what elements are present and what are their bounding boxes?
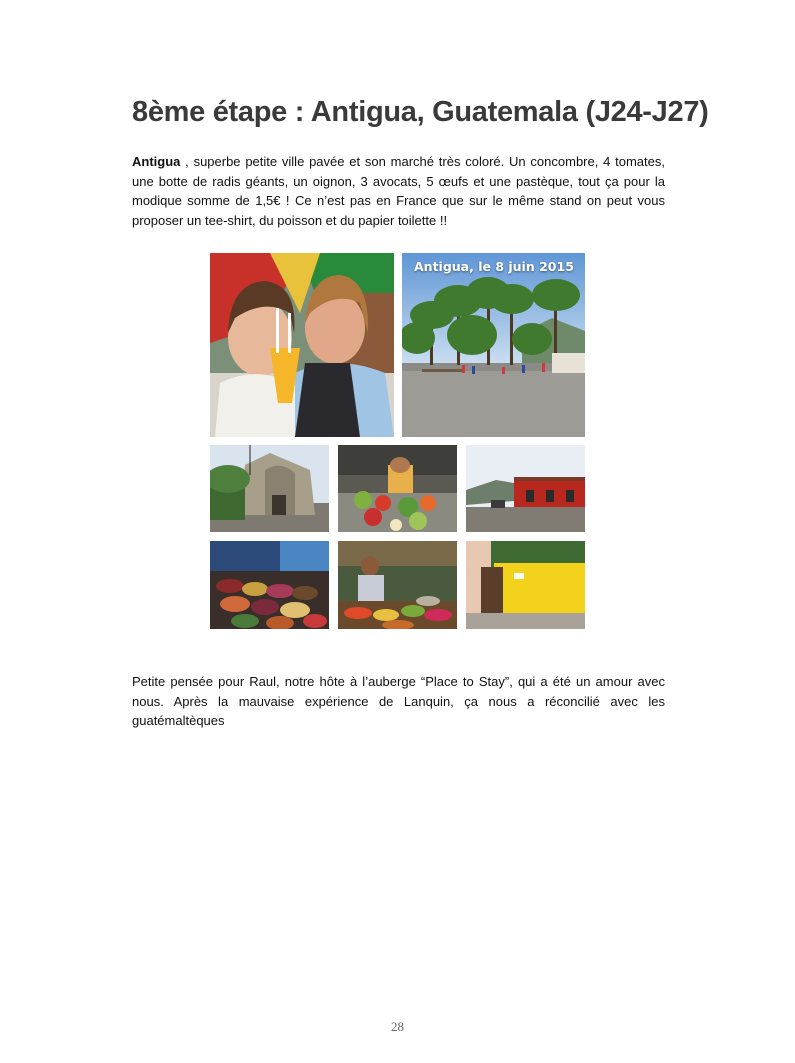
page-title: 8ème étape : Antigua, Guatemala (J24-J27) xyxy=(132,96,709,128)
photo-spice-market xyxy=(210,541,329,629)
intro-paragraph xyxy=(132,152,665,230)
photo-yellow-house xyxy=(466,541,585,629)
photo-market-vendor xyxy=(338,541,457,629)
collage-caption: Antigua, le 8 juin 2015 xyxy=(414,259,574,274)
intro-text: , superbe petite ville pavée et son marché très coloré. Un concombre, 4 tomates, une botte de radis géants, un oignon, 3 avocats, 5 œufs et une pastèque, tout ça pour la modique somme de 1,5€ ! Ce n’est pas en France que sur le même stand on peut vous proposer un tee-shirt, du poisson et du papier toilette !! xyxy=(132,154,665,228)
photo-antigua-plaza xyxy=(402,253,585,437)
photo-colonial-street xyxy=(466,445,585,532)
intro-bold-lead: Antigua xyxy=(132,154,181,169)
photo-fruit-stall xyxy=(338,445,457,532)
photo-two-travelers xyxy=(210,253,394,437)
page-number: 28 xyxy=(391,1019,404,1034)
closing-paragraph: Petite pensée pour Raul, notre hôte à l’auberge “Place to Stay”, qui a été un amour avec nous. Après la mauvaise expérience de Lanquin, ça nous a réconcilié avec les guatémaltèques xyxy=(132,674,665,728)
photo-church-ruins xyxy=(210,445,329,532)
